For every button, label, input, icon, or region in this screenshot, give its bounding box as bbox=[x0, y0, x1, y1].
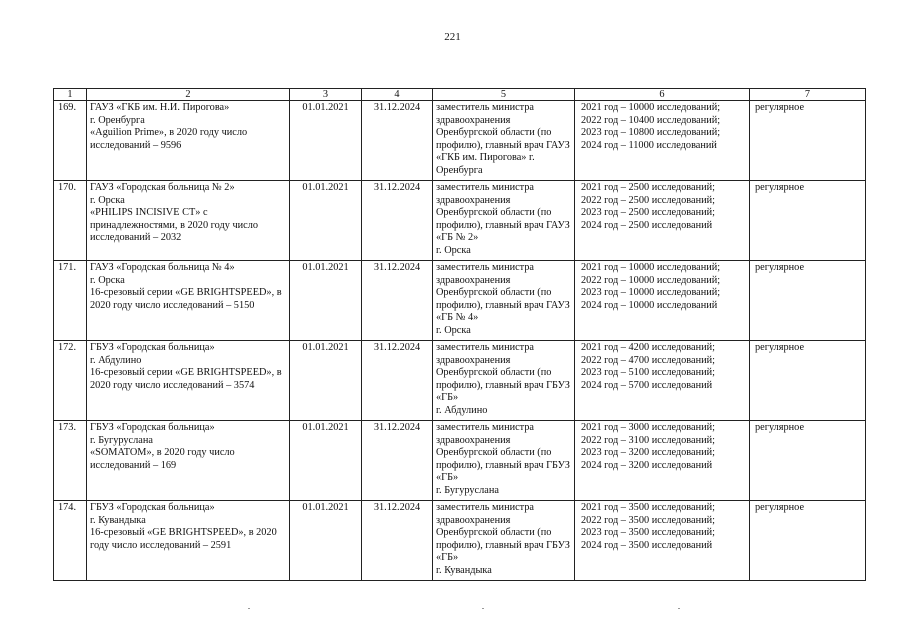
column-header-7: 7 bbox=[750, 89, 866, 101]
plan-cell: 2021 год – 4200 исследований; 2022 год – 4700 исследований; 2023 год – 5100 исследований; 2024 год – 5700 исследований bbox=[575, 341, 750, 421]
plan-cell: 2021 год – 2500 исследований; 2022 год – 2500 исследований; 2023 год – 2500 исследований; 2024 год – 2500 исследований bbox=[575, 181, 750, 261]
start-date-cell: 01.01.2021 bbox=[290, 181, 362, 261]
row-number: 173. bbox=[54, 421, 87, 501]
responsible-cell: заместитель министра здравоохранения Оренбургской области (по профилю), главный врач ГБУЗ «ГБ» г. Абдулино bbox=[433, 341, 575, 421]
column-header-3: 3 bbox=[290, 89, 362, 101]
table-row bbox=[54, 181, 866, 261]
table-row bbox=[54, 421, 866, 501]
periodicity-cell: регулярное bbox=[750, 101, 866, 181]
responsible-cell: заместитель министра здравоохранения Оренбургской области (по профилю), главный врач ГАУЗ «ГБ № 2» г. Орска bbox=[433, 181, 575, 261]
end-date-cell: 31.12.2024 bbox=[362, 181, 433, 261]
periodicity-cell: регулярное bbox=[750, 181, 866, 261]
table-header bbox=[54, 89, 866, 101]
row-number: 170. bbox=[54, 181, 87, 261]
plan-cell: 2021 год – 3500 исследований; 2022 год – 3500 исследований; 2023 год – 3500 исследований; 2024 год – 3500 исследований bbox=[575, 501, 750, 581]
institution-cell: ГАУЗ «Городская больница № 2» г. Орска «PHILIPS INCISIVE CT» с принадлежностями, в 2020 году число исследований – 2032 bbox=[87, 181, 290, 261]
registry-table bbox=[53, 88, 866, 581]
end-date-cell: 31.12.2024 bbox=[362, 101, 433, 181]
row-number: 174. bbox=[54, 501, 87, 581]
scan-artifact bbox=[678, 608, 680, 609]
periodicity-cell: регулярное bbox=[750, 261, 866, 341]
plan-cell: 2021 год – 10000 исследований; 2022 год – 10000 исследований; 2023 год – 10000 исследований; 2024 год – 10000 исследований bbox=[575, 261, 750, 341]
responsible-cell: заместитель министра здравоохранения Оренбургской области (по профилю), главный врач ГАУЗ «ГКБ им. Пирогова» г. Оренбурга bbox=[433, 101, 575, 181]
institution-cell: ГАУЗ «ГКБ им. Н.И. Пирогова» г. Оренбурга «Aguilion Prime», в 2020 году число исследований – 9596 bbox=[87, 101, 290, 181]
table-body bbox=[54, 101, 866, 581]
end-date-cell: 31.12.2024 bbox=[362, 421, 433, 501]
start-date-cell: 01.01.2021 bbox=[290, 101, 362, 181]
column-header-4: 4 bbox=[362, 89, 433, 101]
page-number: 221 bbox=[444, 31, 461, 43]
scan-artifact bbox=[482, 608, 484, 609]
responsible-cell: заместитель министра здравоохранения Оренбургской области (по профилю), главный врач ГБУЗ «ГБ» г. Бугуруслана bbox=[433, 421, 575, 501]
start-date-cell: 01.01.2021 bbox=[290, 341, 362, 421]
start-date-cell: 01.01.2021 bbox=[290, 501, 362, 581]
plan-cell: 2021 год – 10000 исследований; 2022 год – 10400 исследований; 2023 год – 10800 исследований; 2024 год – 11000 исследований bbox=[575, 101, 750, 181]
column-header-5: 5 bbox=[433, 89, 575, 101]
end-date-cell: 31.12.2024 bbox=[362, 501, 433, 581]
start-date-cell: 01.01.2021 bbox=[290, 261, 362, 341]
header-row bbox=[54, 89, 866, 101]
institution-cell: ГАУЗ «Городская больница № 4» г. Орска 16-срезовый серии «GE BRIGHTSPEED», в 2020 году число исследований – 5150 bbox=[87, 261, 290, 341]
column-header-6: 6 bbox=[575, 89, 750, 101]
responsible-cell: заместитель министра здравоохранения Оренбургской области (по профилю), главный врач ГАУЗ «ГБ № 4» г. Орска bbox=[433, 261, 575, 341]
column-header-2: 2 bbox=[87, 89, 290, 101]
table-row bbox=[54, 261, 866, 341]
periodicity-cell: регулярное bbox=[750, 421, 866, 501]
end-date-cell: 31.12.2024 bbox=[362, 341, 433, 421]
scan-artifact bbox=[248, 608, 250, 609]
institution-cell: ГБУЗ «Городская больница» г. Абдулино 16-срезовый серии «GE BRIGHTSPEED», в 2020 году число исследований – 3574 bbox=[87, 341, 290, 421]
start-date-cell: 01.01.2021 bbox=[290, 421, 362, 501]
plan-cell: 2021 год – 3000 исследований; 2022 год – 3100 исследований; 2023 год – 3200 исследований; 2024 год – 3200 исследований bbox=[575, 421, 750, 501]
row-number: 169. bbox=[54, 101, 87, 181]
responsible-cell: заместитель министра здравоохранения Оренбургской области (по профилю), главный врач ГБУЗ «ГБ» г. Кувандыка bbox=[433, 501, 575, 581]
table-row bbox=[54, 501, 866, 581]
institution-cell: ГБУЗ «Городская больница» г. Кувандыка 16-срезовый «GE BRIGHTSPEED», в 2020 году число исследований – 2591 bbox=[87, 501, 290, 581]
table-row bbox=[54, 341, 866, 421]
periodicity-cell: регулярное bbox=[750, 501, 866, 581]
row-number: 172. bbox=[54, 341, 87, 421]
periodicity-cell: регулярное bbox=[750, 341, 866, 421]
end-date-cell: 31.12.2024 bbox=[362, 261, 433, 341]
table-row bbox=[54, 101, 866, 181]
row-number: 171. bbox=[54, 261, 87, 341]
institution-cell: ГБУЗ «Городская больница» г. Бугуруслана «SOMATOM», в 2020 году число исследований – 169 bbox=[87, 421, 290, 501]
column-header-1: 1 bbox=[54, 89, 87, 101]
